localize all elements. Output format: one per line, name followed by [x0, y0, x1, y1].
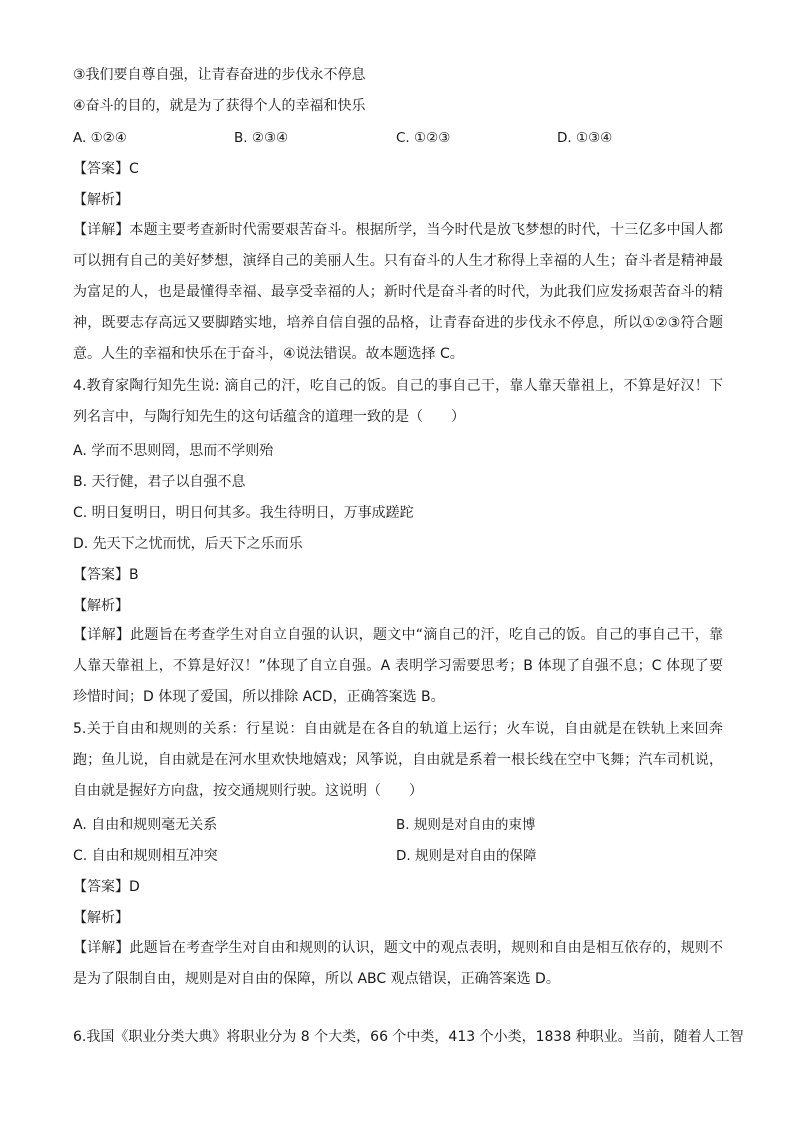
statement-3: ③我们要自尊自强，让青春奋进的步伐永不停息: [73, 67, 366, 83]
q4-answer: 【答案】B: [73, 567, 139, 583]
q4-option-b: B. 天行健，君子以自强不息: [73, 474, 246, 490]
statement-4: ④奋斗的目的，就是为了获得个人的幸福和快乐: [73, 98, 366, 114]
q3-option-a: A. ①②④: [73, 130, 127, 146]
q5-detail: 【详解】此题旨在考查学生对自由和规则的认识，题文中的观点表明，规则和自由是相互依存的，规则不是为了限制自由，规则是对自由的保障，所以 ABC 观点错误，正确答案选 D。: [73, 940, 723, 987]
q5-answer: 【答案】D: [73, 879, 140, 895]
q4-detail: 【详解】此题旨在考查学生对自立自强的认识，题文中“滴自己的汗，吃自己的饭。自己的事自己干，靠人靠天靠祖上，不算是好汉！”体现了自立自强。A 表明学习需要思考；B 体现了自强不息；C 体现了要珍惜时间；D 体现了爱国，所以排除 ACD，正确答案选 B。: [73, 627, 723, 705]
q3-analysis-label: 【解析】: [73, 192, 129, 208]
q3-option-d: D. ①③④: [557, 130, 613, 146]
q5-option-d: D. 规则是对自由的保障: [396, 848, 537, 864]
q4-stem: 4.教育家陶行知先生说: 滴自己的汗，吃自己的饭。自己的事自己干，靠人靠天靠祖上，不算是好汉！下列名言中，与陶行知先生的这句话蕴含的道理一致的是（ ）: [73, 378, 723, 425]
q5-stem: 5.关于自由和规则的关系：行星说：自由就是在各自的轨道上运行；火车说，自由就是在铁轨上来回奔跑；鱼儿说，自由就是在河水里欢快地嬉戏；风筝说，自由就是系着一根长线在空中飞舞；汽车司机说，自由就是握好方向盘，按交通规则行驶。这说明（ ）: [73, 721, 723, 799]
q3-option-c: C. ①②③: [396, 130, 451, 146]
q4-option-d: D. 先天下之忧而忧，后天下之乐而乐: [73, 536, 303, 552]
q3-answer: 【答案】C: [73, 161, 139, 177]
q5-option-c: C. 自由和规则相互冲突: [73, 848, 218, 864]
q5-analysis-label: 【解析】: [73, 910, 129, 926]
q6-stem: 6.我国《职业分类大典》将职业分为 8 个大类，66 个中类，413 个小类，1838 种职业。当前，随着人工智: [73, 1029, 744, 1045]
q4-option-a: A. 学而不思则罔，思而不学则殆: [73, 443, 274, 459]
q4-analysis-label: 【解析】: [73, 598, 129, 614]
q4-option-c: C. 明日复明日，明日何其多。我生待明日，万事成蹉跎: [73, 505, 414, 521]
q5-option-b: B. 规则是对自由的束博: [396, 817, 536, 833]
q3-detail: 【详解】本题主要考查新时代需要艰苦奋斗。根据所学，当今时代是放飞梦想的时代，十三亿多中国人都可以拥有自己的美好梦想，演绎自己的美丽人生。只有奋斗的人生才称得上幸福的人生；奋斗者是精神最为富足的人，也是最懂得幸福、最享受幸福的人；新时代是奋斗者的时代，为此我们应发扬艰苦奋斗的精神，既要志存高远又要脚踏实地，培养自信自强的品格，让青春奋进的步伐永不停息，所以①②③符合题意。人生的幸福和快乐在于奋斗，④说法错误。故本题选择 C。: [73, 222, 723, 362]
q3-option-b: B. ②③④: [234, 130, 289, 146]
q5-option-a: A. 自由和规则毫无关系: [73, 817, 218, 833]
